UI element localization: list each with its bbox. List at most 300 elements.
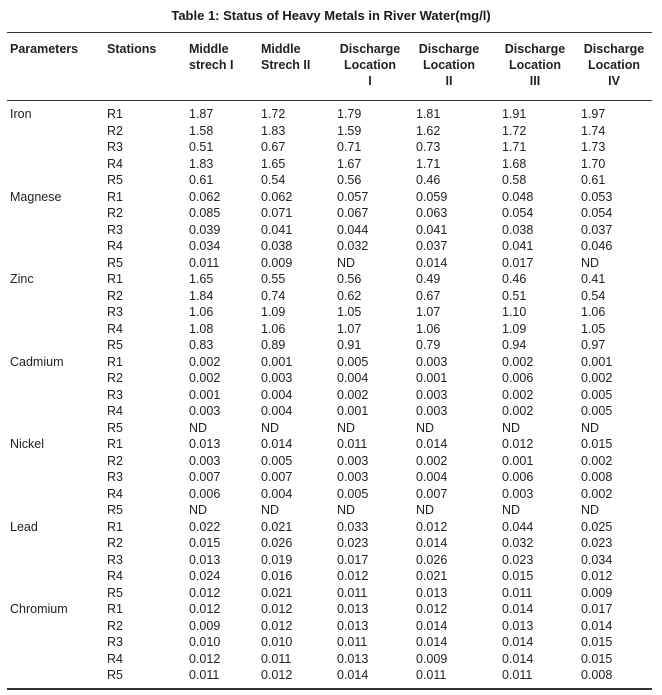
value-cell: 0.039 (189, 222, 221, 237)
value-cell: 0.006 (502, 371, 534, 385)
value-cell: 0.041 (261, 222, 293, 237)
value-cell: 0.012 (189, 651, 221, 666)
value-cell: 0.55 (261, 272, 286, 286)
value-cell: 0.002 (581, 371, 613, 385)
value-cell: 0.011 (502, 668, 533, 682)
value-cell: 0.014 (416, 255, 448, 270)
value-cell: 0.67 (416, 288, 441, 303)
value-cell: 0.013 (337, 651, 369, 666)
station-cell: R1 (107, 437, 123, 451)
value-cell: 0.017 (337, 552, 369, 567)
value-cell: 0.005 (337, 354, 369, 369)
value-cell: 0.007 (261, 470, 293, 484)
value-cell: 0.91 (337, 338, 362, 352)
header-cell (579, 41, 649, 89)
value-cell: ND (189, 503, 208, 517)
header-line: I (368, 74, 372, 88)
value-cell: ND (337, 255, 356, 270)
value-cell: 0.014 (337, 668, 369, 682)
value-cell: 0.085 (189, 206, 221, 220)
station-cell: R2 (107, 453, 123, 468)
value-cell: 0.79 (416, 338, 441, 352)
value-cell: 0.003 (337, 470, 369, 484)
table-row (0, 453, 662, 470)
value-cell: 0.61 (189, 173, 214, 187)
value-cell: 1.09 (261, 305, 286, 319)
value-cell: 0.003 (416, 404, 448, 418)
parameter-cell: Magnese (10, 189, 62, 204)
value-cell: 0.014 (416, 536, 448, 550)
value-cell: ND (189, 420, 208, 435)
value-cell: 0.94 (502, 338, 527, 352)
value-cell: 0.013 (337, 602, 369, 616)
station-cell: R5 (107, 338, 123, 352)
value-cell: 0.059 (416, 189, 448, 204)
value-cell: 0.015 (581, 437, 613, 451)
value-cell: 0.009 (581, 585, 613, 600)
value-cell: 1.67 (337, 156, 362, 171)
value-cell: 0.67 (261, 140, 286, 154)
value-cell: 0.011 (189, 255, 220, 270)
value-cell: 0.016 (261, 569, 293, 583)
value-cell: 0.037 (416, 239, 448, 253)
value-cell: 0.012 (337, 569, 369, 583)
station-cell: R1 (107, 602, 123, 616)
parameter-cell: Cadmium (10, 354, 64, 369)
station-cell: R2 (107, 206, 123, 220)
table-row (0, 535, 662, 552)
table-row (0, 667, 662, 684)
value-cell: 0.006 (502, 470, 534, 484)
value-cell: 1.72 (502, 123, 527, 138)
value-cell: 1.74 (581, 123, 606, 138)
value-cell: 0.004 (261, 387, 293, 402)
value-cell: 0.037 (581, 222, 613, 237)
value-cell: 0.002 (337, 387, 369, 402)
header-line: Discharge (583, 42, 645, 56)
table-row (0, 205, 662, 222)
value-cell: 0.014 (502, 635, 534, 649)
table-row (0, 618, 662, 635)
value-cell: 1.06 (261, 321, 286, 336)
value-cell: 1.71 (502, 140, 527, 154)
value-cell: 1.05 (581, 321, 606, 336)
station-cell: R1 (107, 272, 123, 286)
value-cell: 0.002 (581, 453, 613, 468)
value-cell: 1.81 (416, 107, 441, 121)
value-cell: 0.008 (581, 668, 613, 682)
table-row (0, 403, 662, 420)
value-cell: 0.021 (261, 585, 293, 600)
value-cell: 0.012 (261, 602, 293, 616)
header-line: Strech II (261, 58, 311, 72)
header-line: III (529, 74, 541, 88)
value-cell: 0.015 (581, 651, 613, 666)
value-cell: 0.73 (416, 140, 441, 154)
value-cell: 0.004 (337, 371, 369, 385)
value-cell: 0.034 (581, 552, 613, 567)
value-cell: 0.010 (261, 635, 293, 649)
value-cell: 0.005 (581, 387, 613, 402)
value-cell: 0.011 (337, 585, 368, 600)
value-cell: 0.49 (416, 272, 441, 286)
value-cell: 0.011 (337, 635, 368, 649)
value-cell: 0.006 (189, 486, 221, 501)
value-cell: 0.038 (261, 239, 293, 253)
value-cell: 0.83 (189, 338, 214, 352)
value-cell: 0.044 (337, 222, 369, 237)
table-row (0, 255, 662, 272)
value-cell: 0.58 (502, 173, 527, 187)
value-cell: 0.012 (502, 437, 534, 451)
station-cell: R1 (107, 189, 123, 204)
value-cell: 0.54 (581, 288, 606, 303)
value-cell: 0.017 (502, 255, 534, 270)
value-cell: 0.011 (416, 668, 447, 682)
value-cell: 0.74 (261, 288, 286, 303)
station-cell: R2 (107, 618, 123, 633)
value-cell: 0.001 (416, 371, 448, 385)
value-cell: 0.009 (416, 651, 448, 666)
parameter-cell: Nickel (10, 437, 45, 451)
station-cell: R3 (107, 305, 123, 319)
value-cell: 0.014 (416, 437, 448, 451)
value-cell: 1.68 (502, 156, 527, 171)
value-cell: 0.008 (581, 470, 613, 484)
value-cell: 0.007 (416, 486, 448, 501)
value-cell: 0.003 (502, 486, 534, 501)
table-row (0, 354, 662, 371)
table-header-rule (7, 100, 652, 101)
table-row (0, 469, 662, 486)
value-cell: 0.012 (261, 668, 293, 682)
value-cell: 0.009 (261, 255, 293, 270)
value-cell: 0.038 (502, 222, 534, 237)
value-cell: 1.79 (337, 107, 362, 121)
value-cell: 0.62 (337, 288, 362, 303)
station-cell: R2 (107, 371, 123, 385)
station-cell: R4 (107, 156, 123, 171)
header-line: Discharge (418, 42, 480, 56)
value-cell: 0.011 (502, 585, 533, 600)
value-cell: 0.003 (189, 453, 221, 468)
value-cell: 0.005 (261, 453, 293, 468)
table-row (0, 370, 662, 387)
header-line: Location (343, 58, 397, 72)
value-cell: 1.72 (261, 107, 286, 121)
value-cell: 0.001 (261, 354, 293, 369)
value-cell: 0.002 (189, 354, 221, 369)
value-cell: 0.022 (189, 519, 221, 534)
parameter-cell: Zinc (10, 272, 34, 286)
table-caption: Table 1: Status of Heavy Metals in River Water(mg/l) (171, 8, 491, 23)
value-cell: ND (337, 420, 356, 435)
station-cell: R4 (107, 404, 123, 418)
value-cell: 0.002 (416, 453, 448, 468)
value-cell: ND (416, 420, 435, 435)
station-cell: R4 (107, 569, 123, 583)
header-line: strech I (189, 58, 234, 72)
table-row (0, 189, 662, 206)
table-row (0, 288, 662, 305)
value-cell: 0.005 (581, 404, 613, 418)
value-cell: 1.65 (261, 156, 286, 171)
value-cell: 0.003 (189, 404, 221, 418)
value-cell: 0.51 (502, 288, 527, 303)
table-row (0, 304, 662, 321)
value-cell: 1.84 (189, 288, 214, 303)
value-cell: ND (581, 420, 600, 435)
value-cell: 1.71 (416, 156, 441, 171)
station-cell: R3 (107, 140, 123, 154)
parameter-cell: Lead (10, 519, 38, 534)
header-line: Parameters (10, 42, 79, 56)
value-cell: 1.05 (337, 305, 362, 319)
station-cell: R5 (107, 503, 123, 517)
table-row (0, 139, 662, 156)
value-cell: 0.004 (416, 470, 448, 484)
value-cell: 0.015 (502, 569, 534, 583)
value-cell: 0.012 (189, 602, 221, 616)
table-row (0, 172, 662, 189)
header-cell (10, 41, 78, 57)
value-cell: 1.06 (581, 305, 606, 319)
table-row (0, 486, 662, 503)
value-cell: 0.021 (416, 569, 448, 583)
station-cell: R5 (107, 173, 123, 187)
parameter-cell: Chromium (10, 602, 68, 616)
value-cell: 1.07 (337, 321, 362, 336)
value-cell: ND (261, 420, 280, 435)
value-cell: 0.062 (189, 189, 221, 204)
value-cell: 0.054 (581, 206, 613, 220)
station-cell: R1 (107, 519, 123, 534)
value-cell: 0.071 (261, 206, 293, 220)
station-cell: R3 (107, 552, 123, 567)
header-line: Location (422, 58, 476, 72)
value-cell: ND (416, 503, 435, 517)
value-cell: 0.032 (337, 239, 369, 253)
value-cell: 0.011 (261, 651, 292, 666)
value-cell: 0.012 (416, 519, 448, 534)
table-row (0, 337, 662, 354)
value-cell: 1.83 (189, 156, 214, 171)
value-cell: 0.003 (337, 453, 369, 468)
value-cell: 0.013 (189, 552, 221, 567)
value-cell: 1.70 (581, 156, 606, 171)
value-cell: 0.063 (416, 206, 448, 220)
table-row (0, 387, 662, 404)
value-cell: 0.024 (189, 569, 221, 583)
table-row (0, 568, 662, 585)
value-cell: 0.021 (261, 519, 293, 534)
value-cell: 1.65 (189, 272, 214, 286)
table-row (0, 106, 662, 123)
value-cell: 0.002 (189, 371, 221, 385)
header-line: Middle (261, 42, 301, 56)
value-cell: 0.044 (502, 519, 534, 534)
value-cell: 1.97 (581, 107, 606, 121)
station-cell: R4 (107, 651, 123, 666)
value-cell: 0.067 (337, 206, 369, 220)
header-line: Stations (107, 42, 157, 56)
table-row (0, 634, 662, 651)
value-cell: 0.51 (189, 140, 214, 154)
value-cell: 0.012 (261, 618, 293, 633)
value-cell: 1.62 (416, 123, 441, 138)
value-cell: 1.07 (416, 305, 441, 319)
parameter-cell: Iron (10, 107, 32, 121)
value-cell: ND (502, 503, 521, 517)
value-cell: 0.034 (189, 239, 221, 253)
value-cell: 0.012 (416, 602, 448, 616)
value-cell: 0.002 (502, 387, 534, 402)
value-cell: 0.057 (337, 189, 369, 204)
value-cell: 0.014 (581, 618, 613, 633)
value-cell: 0.012 (581, 569, 613, 583)
value-cell: 0.041 (416, 222, 448, 237)
station-cell: R4 (107, 239, 123, 253)
station-cell: R5 (107, 420, 123, 435)
value-cell: 1.10 (502, 305, 527, 319)
header-line: IV (608, 74, 620, 88)
value-cell: 0.019 (261, 552, 293, 567)
table-row (0, 321, 662, 338)
value-cell: 0.001 (337, 404, 369, 418)
value-cell: 0.56 (337, 173, 362, 187)
value-cell: 0.009 (189, 618, 221, 633)
value-cell: ND (502, 420, 521, 435)
station-cell: R3 (107, 470, 123, 484)
value-cell: 1.91 (502, 107, 527, 121)
value-cell: 1.83 (261, 123, 286, 138)
value-cell: 0.97 (581, 338, 606, 352)
value-cell: 0.013 (416, 585, 448, 600)
value-cell: 0.026 (261, 536, 293, 550)
header-cell (500, 41, 570, 89)
value-cell: 0.003 (416, 354, 448, 369)
value-cell: 0.011 (337, 437, 368, 451)
value-cell: 0.54 (261, 173, 286, 187)
table-row (0, 519, 662, 536)
value-cell: 0.011 (189, 668, 220, 682)
value-cell: 1.73 (581, 140, 606, 154)
value-cell: 0.71 (337, 140, 362, 154)
header-cell (335, 41, 405, 89)
value-cell: 0.56 (337, 272, 362, 286)
station-cell: R3 (107, 635, 123, 649)
station-cell: R4 (107, 486, 123, 501)
value-cell: 0.001 (502, 453, 534, 468)
value-cell: 1.87 (189, 107, 214, 121)
station-cell: R4 (107, 321, 123, 336)
station-cell: R3 (107, 222, 123, 237)
value-cell: 0.014 (502, 651, 534, 666)
header-cell (189, 41, 233, 73)
table-row (0, 601, 662, 618)
value-cell: ND (581, 503, 600, 517)
station-cell: R2 (107, 536, 123, 550)
header-line: II (445, 74, 453, 88)
value-cell: 0.062 (261, 189, 293, 204)
value-cell: 0.41 (581, 272, 606, 286)
value-cell: 0.004 (261, 404, 293, 418)
value-cell: 0.014 (416, 635, 448, 649)
value-cell: 0.046 (581, 239, 613, 253)
header-line: Discharge (504, 42, 566, 56)
value-cell: 0.015 (581, 635, 613, 649)
header-cell (107, 41, 156, 57)
value-cell: 0.002 (502, 354, 534, 369)
table-row (0, 222, 662, 239)
table-top-rule (7, 32, 652, 33)
value-cell: 0.007 (189, 470, 221, 484)
value-cell: 0.014 (416, 618, 448, 633)
station-cell: R5 (107, 585, 123, 600)
value-cell: 0.013 (502, 618, 534, 633)
value-cell: 0.002 (502, 404, 534, 418)
table-row (0, 436, 662, 453)
header-line: Middle (189, 42, 229, 56)
value-cell: 0.048 (502, 189, 534, 204)
station-cell: R2 (107, 123, 123, 138)
value-cell: 0.026 (416, 552, 448, 567)
table-row (0, 552, 662, 569)
station-cell: R2 (107, 288, 123, 303)
table-row (0, 420, 662, 437)
table-bottom-rule (7, 688, 652, 690)
value-cell: 0.46 (502, 272, 527, 286)
value-cell: 0.003 (261, 371, 293, 385)
value-cell: 0.014 (261, 437, 293, 451)
header-line: Location (587, 58, 641, 72)
value-cell: 0.032 (502, 536, 534, 550)
header-cell (414, 41, 484, 89)
table-row (0, 271, 662, 288)
value-cell: 0.053 (581, 189, 613, 204)
value-cell: 0.010 (189, 635, 221, 649)
table-row (0, 156, 662, 173)
station-cell: R5 (107, 255, 123, 270)
value-cell: 0.013 (189, 437, 221, 451)
value-cell: 0.041 (502, 239, 534, 253)
value-cell: 0.004 (261, 486, 293, 501)
value-cell: 0.014 (502, 602, 534, 616)
table-row (0, 502, 662, 519)
value-cell: 0.054 (502, 206, 534, 220)
station-cell: R5 (107, 668, 123, 682)
value-cell: 0.005 (337, 486, 369, 501)
table-row (0, 651, 662, 668)
header-cell (261, 41, 310, 73)
value-cell: 1.06 (416, 321, 441, 336)
value-cell: 0.001 (581, 354, 613, 369)
table-row (0, 123, 662, 140)
value-cell: 0.46 (416, 173, 441, 187)
value-cell: 0.002 (581, 486, 613, 501)
value-cell: 0.89 (261, 338, 286, 352)
value-cell: 1.08 (189, 321, 214, 336)
value-cell: 0.023 (502, 552, 534, 567)
header-line: Discharge (339, 42, 401, 56)
station-cell: R1 (107, 354, 123, 369)
value-cell: 0.017 (581, 602, 613, 616)
value-cell: 0.015 (189, 536, 221, 550)
table-row (0, 238, 662, 255)
value-cell: ND (581, 255, 600, 270)
station-cell: R3 (107, 387, 123, 402)
value-cell: 0.025 (581, 519, 613, 534)
